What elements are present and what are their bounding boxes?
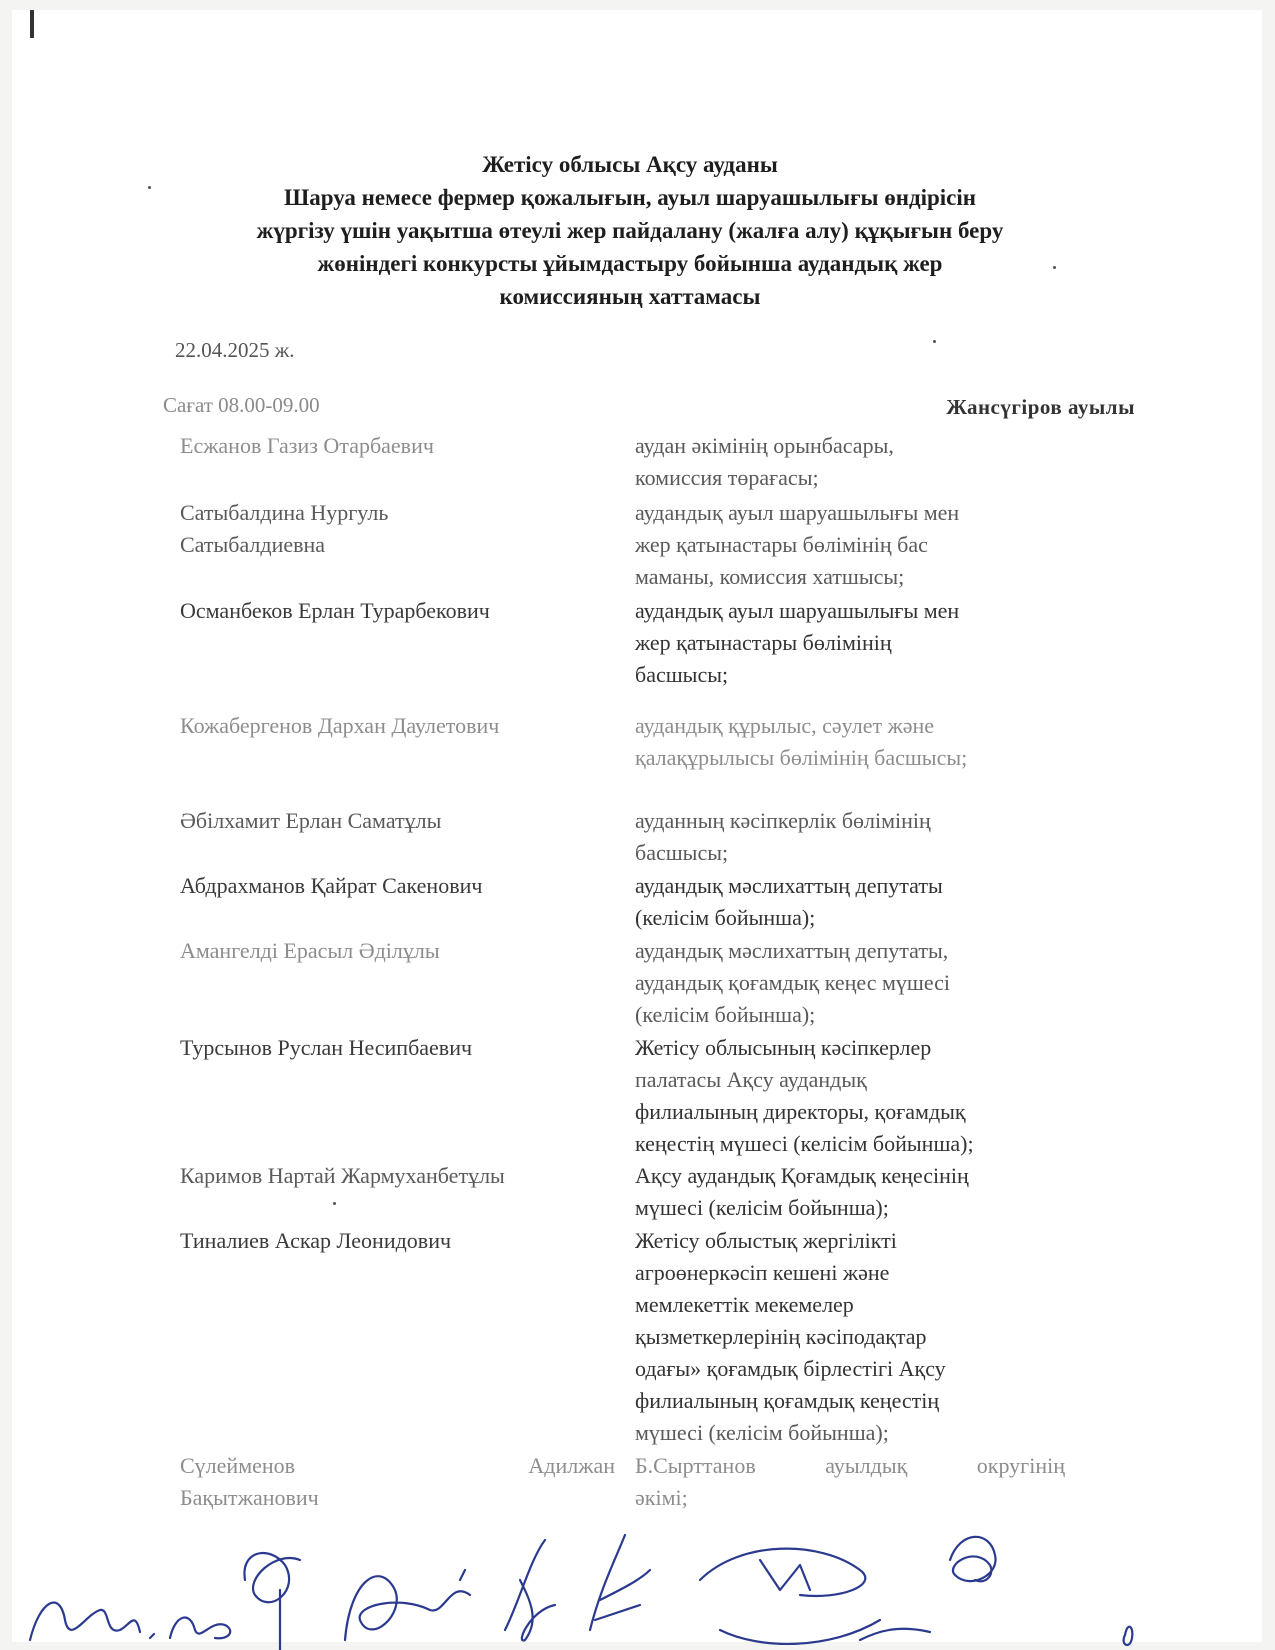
meeting-date: 22.04.2025 ж. xyxy=(175,338,295,362)
member-role xyxy=(635,497,1065,593)
member-name xyxy=(180,595,615,627)
title-line-2: Шаруа немесе фермер қожалығын, ауыл шаруашылығы өндірісін xyxy=(283,185,977,210)
meeting-place: Жансүгіров ауылы xyxy=(946,395,1135,419)
member-name xyxy=(180,1225,615,1257)
title-line-3: жүргізу үшін уақытша өтеулі жер пайдалану (жалға алу) құқығын беру xyxy=(256,218,1004,243)
member-role-line: Жетісу облыстық жергілікті xyxy=(635,1228,897,1253)
signature-6 xyxy=(590,1535,650,1630)
member-name-line: Сатыбалдиевна xyxy=(180,532,326,557)
signature-4 xyxy=(345,1570,470,1640)
signature-8 xyxy=(950,1537,996,1581)
member-name-line: Тиналиев Аскар Леонидович xyxy=(180,1228,452,1253)
scan-speck xyxy=(148,186,151,189)
member-name-line: Турсынов Руслан Несипбаевич xyxy=(180,1035,473,1060)
member-name xyxy=(180,935,615,967)
member-role xyxy=(635,1032,1065,1160)
member-name xyxy=(180,1032,615,1064)
signatures-area xyxy=(0,1520,1275,1650)
meeting-time: Сағат 08.00-09.00 xyxy=(163,393,320,417)
member-name xyxy=(180,497,615,561)
member-name-line: Каримов Нартай Жармуханбетұлы xyxy=(180,1163,505,1188)
signature-7 xyxy=(700,1549,930,1644)
member-role-line: одағы» қоғамдық бірлестігі Ақсу xyxy=(635,1356,946,1381)
member-role xyxy=(635,1160,1065,1224)
member-name-line: Есжанов Газиз Отарбаевич xyxy=(180,433,434,458)
member-role-line: қалақұрылысы бөлімінің басшысы; xyxy=(635,745,968,770)
member-name xyxy=(180,1450,615,1514)
member-role-line: аудандық мәслихаттың депутаты xyxy=(635,873,943,898)
member-name xyxy=(180,1160,615,1192)
member-name xyxy=(180,805,615,837)
member-name xyxy=(180,710,615,742)
member-role xyxy=(635,1225,1065,1449)
member-role xyxy=(635,870,1065,934)
member-patronymic: Бақытжанович xyxy=(180,1485,319,1510)
member-name-line: Сатыбалдина Нургуль xyxy=(180,500,389,525)
member-name-line: Абдрахманов Қайрат Сакенович xyxy=(180,873,483,898)
member-role-line: мемлекеттік мекемелер xyxy=(635,1292,854,1317)
member-role-line: ауданның кәсіпкерлік бөлімінің xyxy=(635,808,931,833)
signature-1 xyxy=(30,1603,154,1640)
member-role xyxy=(635,710,1065,774)
member-role-line: филиалының қоғамдық кеңестің xyxy=(635,1388,940,1413)
member-role-line: мүшесі (келісім бойынша); xyxy=(635,1420,889,1445)
member-role-line: аудан әкімінің орынбасары, xyxy=(635,433,894,458)
member-name-line: Амангелді Ерасыл Әділұлы xyxy=(180,938,440,963)
member-firstname: Адилжан xyxy=(528,1453,615,1478)
role-word: ауылдық xyxy=(825,1453,908,1478)
member-role-line: аудандық мәслихаттың депутаты, xyxy=(635,938,949,963)
signature-9 xyxy=(1124,1627,1133,1645)
member-role-line: аудандық құрылыс, сәулет және xyxy=(635,713,935,738)
member-role xyxy=(635,935,1065,1031)
member-role-line: жер қатынастары бөлімінің xyxy=(635,630,892,655)
signature-3 xyxy=(244,1553,300,1650)
member-role-line: басшысы; xyxy=(635,662,729,687)
member-role-line: мүшесі (келісім бойынша); xyxy=(635,1195,889,1220)
member-role-line: жер қатынастары бөлімінің бас xyxy=(635,532,928,557)
role-word: Б.Сырттанов xyxy=(635,1453,756,1478)
member-role-line: Жетісу облысының кәсіпкерлер xyxy=(635,1035,932,1060)
member-name xyxy=(180,430,615,462)
member-role-line: (келісім бойынша); xyxy=(635,1002,816,1027)
scan-speck xyxy=(933,340,936,343)
member-role-line: аудандық қоғамдық кеңес мүшесі xyxy=(635,970,951,995)
member-name xyxy=(180,870,615,902)
member-role-line: палатасы Ақсу аудандық xyxy=(635,1067,867,1092)
member-role-line: (келісім бойынша); xyxy=(635,905,816,930)
title-line-1: Жетісу облысы Ақсу ауданы xyxy=(482,152,778,177)
member-role xyxy=(635,1450,1065,1514)
member-role-line: маманы, комиссия хатшысы; xyxy=(635,564,905,589)
member-role-line: кеңестің мүшесі (келісім бойынша); xyxy=(635,1131,974,1156)
member-role-line: аудандық ауыл шаруашылығы мен xyxy=(635,598,960,623)
member-role-line: агроөнеркәсіп кешені және xyxy=(635,1260,890,1285)
member-role-line: қызметкерлерінің кәсіподақтар xyxy=(635,1324,927,1349)
member-surname: Сүлейменов xyxy=(180,1453,296,1478)
member-role xyxy=(635,595,1065,691)
signature-2 xyxy=(170,1618,230,1639)
signature-5 xyxy=(505,1540,555,1640)
member-name-line xyxy=(180,1450,615,1482)
member-role-line: Ақсу аудандық Қоғамдық кеңесінің xyxy=(635,1163,969,1188)
member-name-line: Османбеков Ерлан Турарбекович xyxy=(180,598,490,623)
role-word: округінің xyxy=(976,1453,1065,1478)
member-role-line: филиалының директоры, қоғамдық xyxy=(635,1099,966,1124)
scan-speck xyxy=(1053,266,1056,269)
title-line-5: комиссияның хаттамасы xyxy=(499,284,761,309)
member-name-line: Кожабергенов Дархан Даулетович xyxy=(180,713,500,738)
member-role-line: комиссия төрағасы; xyxy=(635,465,819,490)
member-role-line xyxy=(635,1450,1065,1482)
title-line-4: жөніндегі конкурсты ұйымдастыру бойынша аудандық жер xyxy=(317,251,943,276)
member-role xyxy=(635,430,1065,494)
scan-speck xyxy=(333,1202,336,1205)
member-role-line: басшысы; xyxy=(635,840,729,865)
member-role xyxy=(635,805,1065,869)
member-role-line: аудандық ауыл шаруашылығы мен xyxy=(635,500,960,525)
member-name-line: Әбілхамит Ерлан Саматұлы xyxy=(180,808,442,833)
member-role-line: әкімі; xyxy=(635,1485,688,1510)
